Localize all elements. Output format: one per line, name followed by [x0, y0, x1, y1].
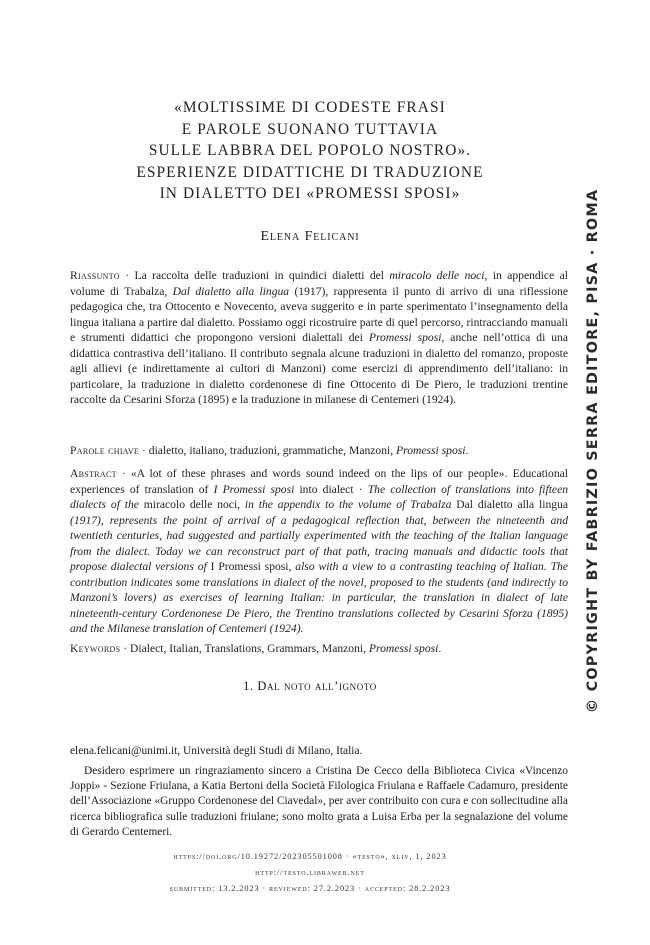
author-affiliation-footnote: elena.felicani@unimi.it, Università degli Studi di Milano, Italia. [70, 745, 363, 757]
italic-run: Promessi sposi [396, 444, 466, 457]
separator: · [120, 642, 130, 655]
title-line: «MOLTISSIME DI CODESTE FRASI [174, 99, 446, 116]
section-heading: 1. Dal noto all’ignoto [243, 679, 377, 693]
italic-run: Dal dialetto alla lingua [172, 284, 290, 298]
parole-chiave-label: Parole chiave [70, 444, 140, 457]
author-name: Elena Felicani [260, 229, 360, 244]
text-run: . [465, 444, 469, 457]
text-run: Dialect, Italian, Translations, Grammars, Manzoni, [130, 642, 369, 655]
submission-dates: submitted: 13.2.2023 · reviewed: 27.2.2023 · accepted: 28.2.2023 [169, 884, 451, 893]
text-run: . [438, 642, 442, 655]
keywords-label: Keywords [70, 642, 121, 655]
text-run: dialetto, italiano, traduzioni, grammatiche, Manzoni, [148, 444, 397, 457]
text-run: miracolo delle noci [143, 498, 238, 511]
italic-run: , in the appendix to the volume of Trabalza [237, 498, 457, 511]
abstract-paragraph [70, 466, 568, 637]
title-line: IN DIALETTO DEI «PROMESSI SPOSI» [159, 185, 461, 202]
title-line: SULLE LABBRA DEL POPOLO NOSTRO». [148, 142, 472, 159]
title-line: E PAROLE SUONANO TUTTAVIA [181, 120, 439, 138]
separator: · [119, 269, 135, 282]
separator: · [116, 467, 131, 480]
italic-run: Promessi sposi [368, 331, 442, 344]
keywords-line [70, 641, 568, 657]
separator: · [139, 444, 149, 457]
text-run: «A lot of these phrases and words sound indeed on the lips of our people». Educational experiences of translation of [70, 467, 568, 496]
title-line: ESPERIENZE DIDATTICHE DI TRADUZIONE [136, 163, 484, 181]
italic-run: Promessi sposi [368, 642, 439, 655]
riassunto-label: Riassunto [70, 269, 120, 282]
italic-run: (1917), represents the point of arrival of a pedagogical reflection that, between the nineteenth and twentieth centuries, had suggested and partially experimented with the teaching of the Italian language from the dialect. Today we can reconstruct part of that path, tracing manuals and didactic tools that propose dialectal versions of [70, 513, 568, 573]
abstract-label: Abstract [70, 467, 117, 480]
journal-url: http://testo.libraweb.net [255, 868, 365, 877]
italic-run: miracolo delle noci [389, 269, 485, 282]
italic-run: I Promessi sposi [213, 482, 295, 496]
text-run: into dialect · [294, 482, 368, 496]
italic-run: , also with a view to a contrasting teaching of Italian. The contribution indicates some translations in dialect of the novel, proposed to the students (and indirectly to Manzoni’s lovers) as exercises of learning Italian: in particular, the translation in dialect of late nineteenth-century Cordenonese De Piero, the Trentino translations collected by Cesarini Sforza (1895) and the Milanese translation of Centemeri (1924). [70, 560, 568, 635]
text-run: Dal dialetto alla lingua [456, 498, 568, 511]
doi-line: https://doi.org/10.19272/202305501008 · «testo», xliv, 1, 2023 [173, 852, 447, 861]
text-run: La raccolta delle traduzioni in quindici dialetti del [134, 269, 390, 282]
acknowledgement-footnote: Desidero esprimere un ringraziamento sincero a Cristina De Cecco della Biblioteca Civica «Vincenzo Joppi» - Sezione Friulana, a Katia Bertoni della Società Filologica Friulana e Raffaele Cadamuro, presidente dell’Associazione «Gruppo Cordenonese del Ciavedal», per aver contribuito con cura e con sollecitudine alla ricerca bibliografica sulle traduzioni friulane; sono molto grata a Luisa Erba per la segnalazione del volume di Gerardo Centemeri. [70, 765, 568, 838]
text-run: , anche nell’ottica di una didattica contrastiva dell’italiano. Il contributo segnala alcune traduzioni in dialetto del romanzo, proposte agli allievi (e indirettamente ai cultori di Manzoni) come esercizi di apprendimento dell’italiano: in particolare, la traduzione in dialetto cordenonese di fine Ottocento di De Piero, le traduzioni trentine raccolte da Cesarini Sforza (1895) e la traduzione in milanese di Centemeri (1924). [70, 331, 569, 406]
copyright-text: © COPYRIGHT BY FABRIZIO SERRA EDITORE, PISA · ROMA [585, 188, 601, 714]
text-run: (1917), rappresenta il punto di arrivo di una riflessione pedagogica che, tra Ottocento e Novecento, aveva suggerito e in parte sperimentato l’insegnamento della lingua italiana a partire dal dialetto. Possiamo oggi ricostruire parte di quel percorso, rintracciando manuali e strumenti didattici che propongono versioni dialettali dei [70, 284, 568, 344]
article-title [60, 97, 560, 205]
parole-chiave-line [70, 443, 568, 459]
copyright-notice [573, 188, 613, 714]
text-run: , in appendice al volume di Trabalza, [70, 269, 568, 298]
riassunto-paragraph [70, 268, 568, 408]
italic-run: The collection of translations into fifteen dialects of the [70, 482, 569, 511]
text-run: I Promessi sposi [210, 560, 289, 573]
